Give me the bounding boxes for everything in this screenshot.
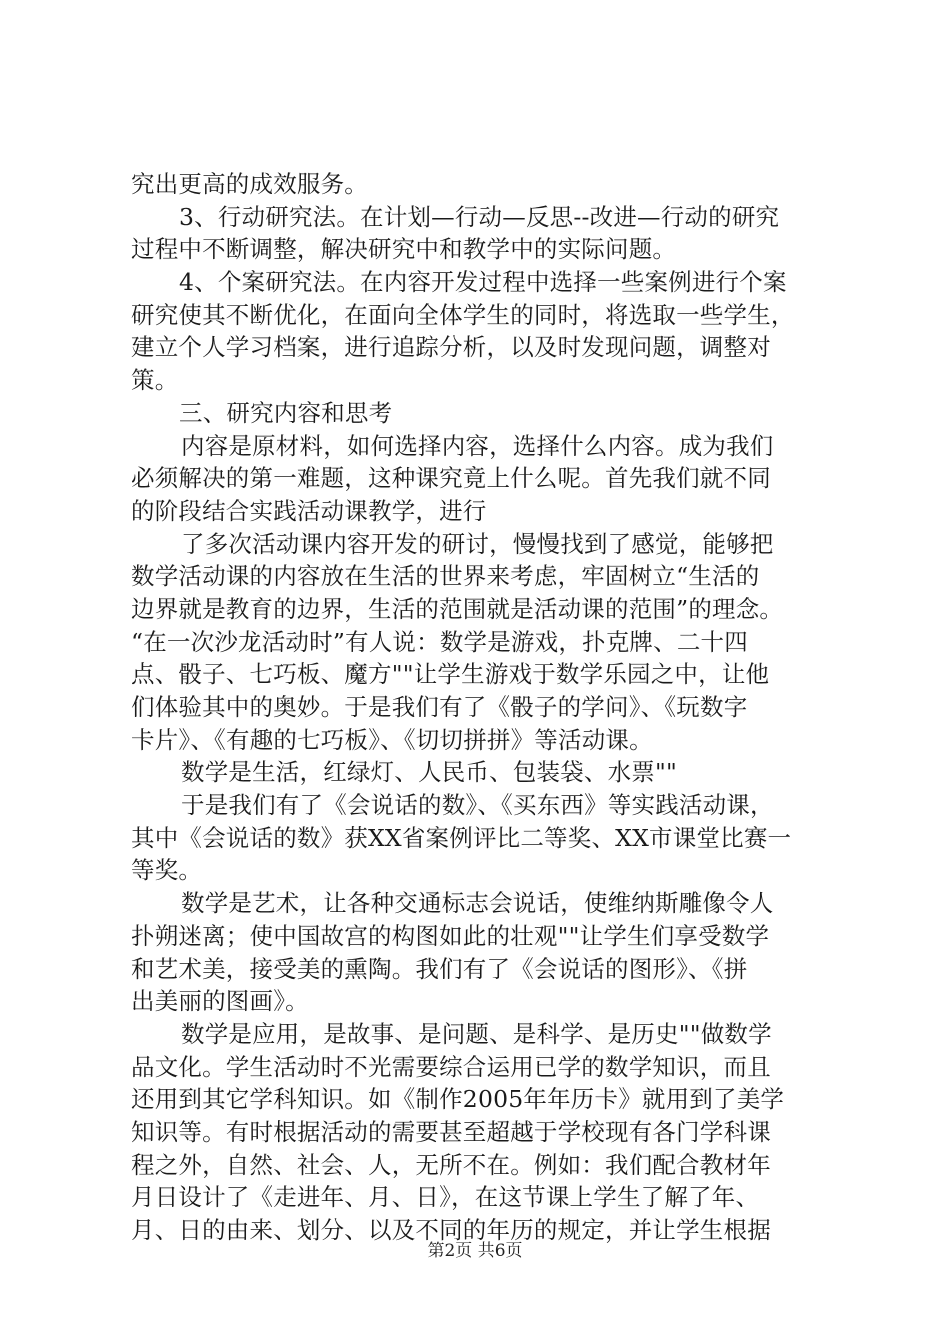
text-line: 必须解决的第一难题，这种课究竟上什么呢。首先我们就不同: [131, 464, 771, 493]
text-line: 出美丽的图画》。: [131, 987, 309, 1016]
text-line: 研究使其不断优化，在面向全体学生的同时，将选取一些学生，: [131, 300, 795, 329]
text-line: 4、个案研究法。在内容开发过程中选择一些案例进行个案: [179, 268, 787, 297]
text-line: “在一次沙龙活动时”有人说：数学是游戏，扑克牌、二十四: [131, 627, 748, 656]
text-line: 过程中不断调整，解决研究中和教学中的实际问题。: [131, 235, 677, 264]
text-line: 品文化。学生活动时不光需要综合运用已学的数学知识，而且: [131, 1052, 771, 1081]
text-line: 三、研究内容和思考: [179, 398, 393, 427]
text-line: 3、行动研究法。在计划—行动—反思--改进—行动的研究: [179, 202, 780, 231]
text-line: 内容是原材料，如何选择内容，选择什么内容。成为我们: [181, 431, 774, 460]
text-line: 扑朔迷离；使中国故宫的构图如此的壮观""让学生们享受数学: [131, 921, 770, 950]
text-line: 的阶段结合实践活动课教学，进行: [131, 496, 487, 525]
text-line: 月、日的由来、划分、以及不同的年历的规定，并让学生根据: [131, 1216, 771, 1244]
text-line: 了多次活动课内容开发的研讨，慢慢找到了感觉，能够把: [181, 529, 774, 558]
text-line: 程之外，自然、社会、人，无所不在。例如：我们配合教材年: [131, 1150, 771, 1179]
text-line: 究出更高的成效服务。: [131, 170, 368, 198]
text-line: 卡片》、《有趣的七巧板》、《切切拼拼》等活动课。: [131, 725, 653, 754]
text-line: 知识等。有时根据活动的需要甚至超越于学校现有各门学科课: [131, 1117, 771, 1146]
text-line: 数学活动课的内容放在生活的世界来考虑，牢固树立“生活的: [131, 562, 760, 591]
text-line: 于是我们有了《会说话的数》、《买东西》等实践活动课，: [181, 791, 774, 820]
page-footer: 第2页 共6页: [427, 1241, 523, 1261]
text-line: 数学是应用，是故事、是问题、是科学、是历史""做数学: [181, 1019, 772, 1048]
text-line: 其中《会说话的数》获XX省案例评比二等奖、XX市课堂比赛一: [131, 823, 792, 852]
text-line: 月日设计了《走进年、月、日》，在这节课上学生了解了年、: [131, 1183, 760, 1212]
text-line: 数学是生活，红绿灯、人民币、包装袋、水票"": [181, 758, 678, 787]
text-line: 数学是艺术，让各种交通标志会说话，使维纳斯雕像令人: [181, 889, 774, 918]
text-line: 还用到其它学科知识。如《制作2005年年历卡》就用到了美学: [131, 1085, 785, 1114]
document-body: [131, 168, 831, 1247]
text-line: 们体验其中的奥妙。于是我们有了《骰子的学问》、《玩数字: [131, 693, 748, 721]
text-line: 和艺术美，接受美的熏陶。我们有了《会说话的图形》、《拼: [131, 954, 748, 983]
text-line: 边界就是教育的边界，生活的范围就是活动课的范围”的理念。: [131, 594, 784, 623]
text-line: 策。: [131, 366, 179, 395]
text-line: 等奖。: [131, 856, 203, 885]
text-line: 点、骰子、七巧板、魔方""让学生游戏于数学乐园之中，让他: [131, 660, 770, 689]
text-line: 建立个人学习档案，进行追踪分析，以及时发现问题，调整对: [131, 333, 771, 362]
